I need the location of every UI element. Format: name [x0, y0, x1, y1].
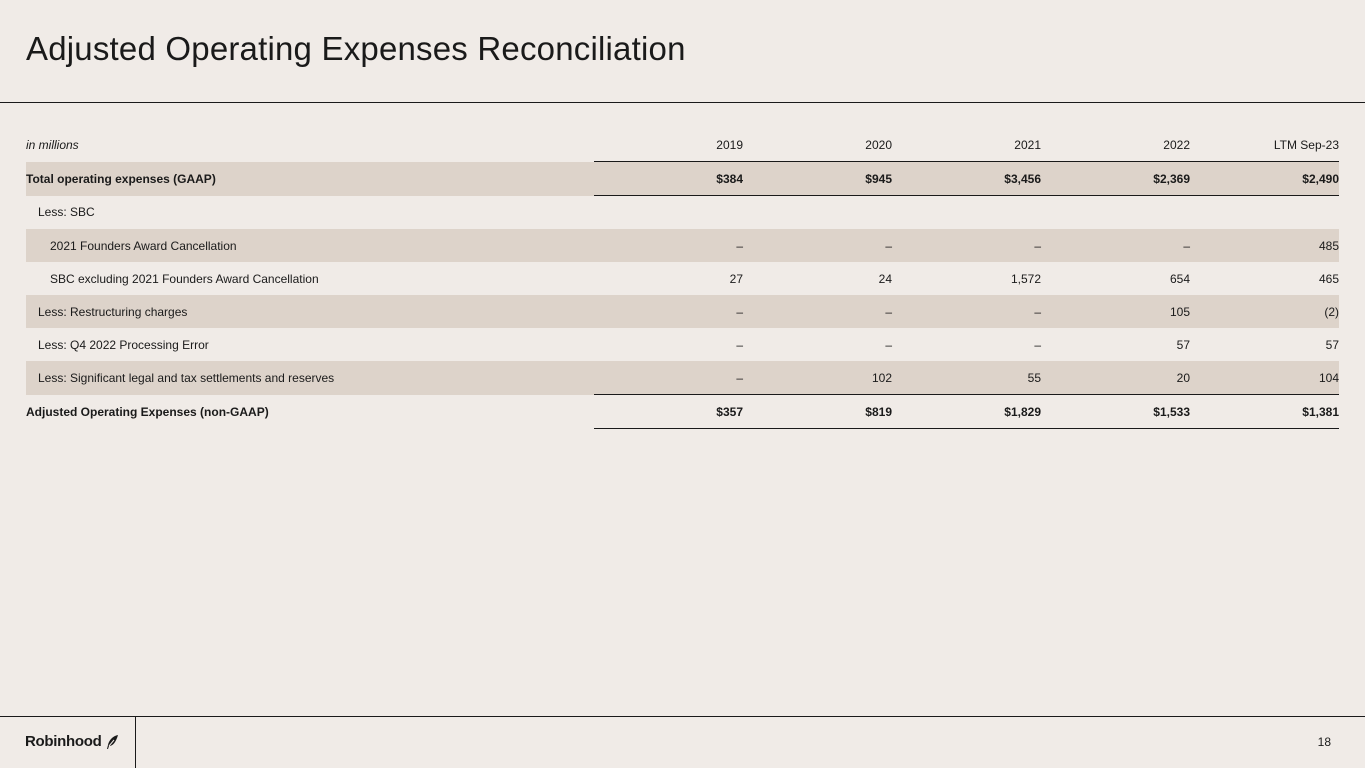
row-label: 2021 Founders Award Cancellation: [26, 229, 594, 262]
cell-value: 465: [1318, 271, 1339, 286]
row-label: Less: SBC: [38, 205, 95, 220]
cell-value: $2,490: [1190, 162, 1339, 196]
cell-value: 104: [1190, 361, 1339, 395]
row-label: Total operating expenses (GAAP): [26, 162, 594, 196]
table-row-founders-award: [26, 229, 1339, 262]
row-label: Adjusted Operating Expenses (non-GAAP): [26, 404, 269, 419]
cell-value: $1,533: [1041, 395, 1190, 429]
cell-value: [594, 196, 743, 230]
cell-value: –: [1034, 337, 1041, 352]
cell-value: –: [743, 229, 892, 262]
cell-value: $384: [594, 162, 743, 196]
column-header-2019: 2019: [716, 137, 743, 152]
cell-value: $945: [743, 162, 892, 196]
cell-value: [892, 196, 1041, 230]
page-title: Adjusted Operating Expenses Reconciliation: [26, 30, 686, 67]
column-header-2022: 2022: [1163, 137, 1190, 152]
table-header-row: [26, 128, 1339, 162]
cell-value: 57: [1325, 337, 1339, 352]
table-row-total-opex: [26, 162, 1339, 196]
cell-value: –: [892, 229, 1041, 262]
cell-value: $357: [594, 395, 743, 429]
cell-value: [1190, 196, 1339, 230]
brand-name: Robinhood: [25, 733, 102, 750]
cell-value: –: [1041, 229, 1190, 262]
cell-value: 654: [1169, 271, 1190, 286]
cell-value: –: [594, 295, 743, 328]
cell-value: 485: [1190, 229, 1339, 262]
cell-value: [1041, 196, 1190, 230]
cell-value: –: [736, 337, 743, 352]
cell-value: 105: [1041, 295, 1190, 328]
cell-value: $1,381: [1190, 395, 1339, 429]
row-label: Less: Restructuring charges: [26, 295, 594, 328]
cell-value: –: [594, 361, 743, 395]
page-number: 18: [1317, 735, 1331, 749]
brand-logo: [25, 733, 119, 750]
cell-value: –: [743, 295, 892, 328]
footer-divider: [0, 716, 1365, 717]
table-row-sbc-excluding: [26, 262, 1339, 295]
header-divider: [0, 102, 1365, 103]
column-header-ltm: LTM Sep-23: [1273, 137, 1339, 152]
table-row-adjusted-opex: [26, 395, 1339, 429]
column-header-2020: 2020: [865, 137, 892, 152]
cell-value: –: [594, 229, 743, 262]
cell-value: (2): [1190, 295, 1339, 328]
row-label: Less: Q4 2022 Processing Error: [38, 337, 209, 352]
cell-value: 27: [729, 271, 743, 286]
cell-value: [743, 196, 892, 230]
table-row-legal-settlements: [26, 361, 1339, 395]
feather-icon: [105, 734, 119, 750]
column-header-2021: 2021: [1014, 137, 1041, 152]
cell-value: 102: [743, 361, 892, 395]
reconciliation-table: [26, 128, 1339, 429]
cell-value: 20: [1041, 361, 1190, 395]
footer-vertical-divider: [135, 716, 136, 768]
cell-value: –: [885, 337, 892, 352]
cell-value: –: [892, 295, 1041, 328]
row-label: Less: Significant legal and tax settlements and reserves: [26, 361, 594, 395]
cell-value: 55: [892, 361, 1041, 395]
cell-value: $819: [743, 395, 892, 429]
cell-value: $3,456: [892, 162, 1041, 196]
table-row-restructuring: [26, 295, 1339, 328]
cell-value: 1,572: [1010, 271, 1041, 286]
cell-value: $2,369: [1041, 162, 1190, 196]
table-row-less-sbc: [26, 196, 1339, 230]
cell-value: 24: [878, 271, 892, 286]
cell-value: 57: [1176, 337, 1190, 352]
table-row-processing-error: [26, 328, 1339, 361]
unit-label: in millions: [26, 137, 79, 152]
row-label: SBC excluding 2021 Founders Award Cancellation: [50, 271, 319, 286]
cell-value: $1,829: [892, 395, 1041, 429]
